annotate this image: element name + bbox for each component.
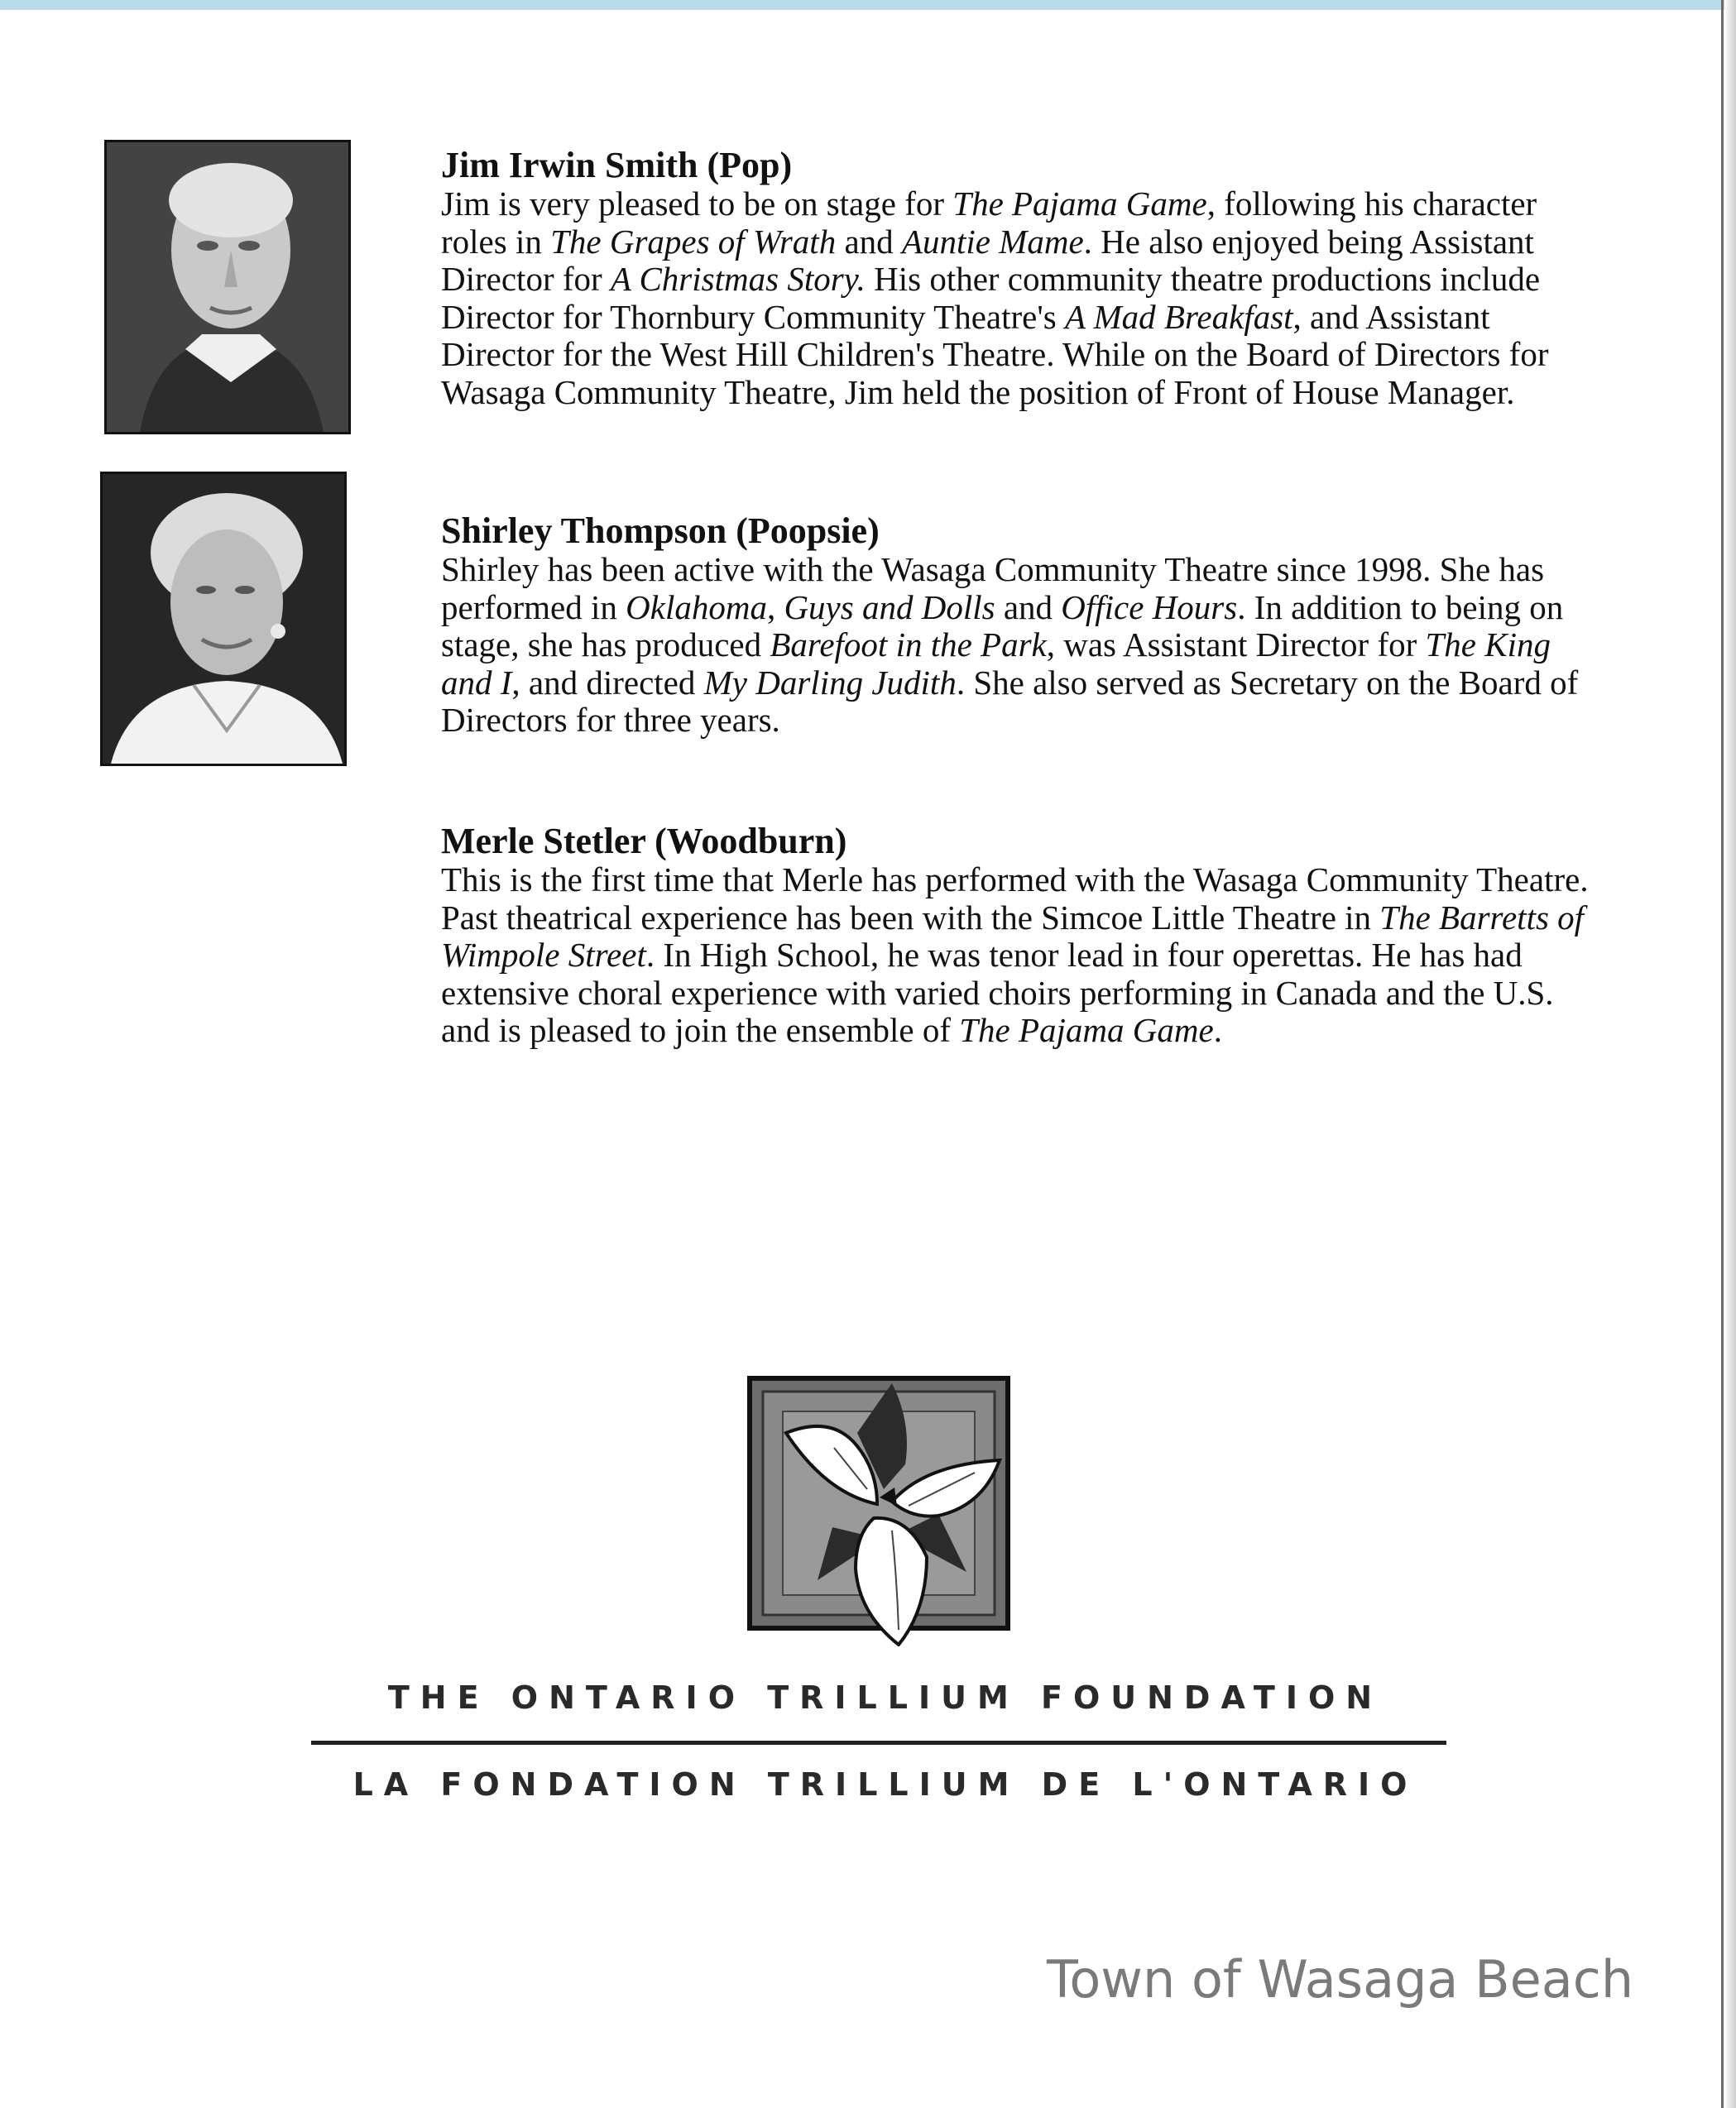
foundation-divider <box>311 1741 1446 1745</box>
foundation-name-french: LA FONDATION TRILLIUM DE L'ONTARIO <box>352 1766 1418 1803</box>
photo-shirley-thompson <box>100 472 347 766</box>
bio-block <box>441 146 1599 411</box>
bio-name: Shirley Thompson (Poopsie) <box>441 510 880 551</box>
text-run: , <box>766 587 784 626</box>
page-edge-line <box>1721 0 1724 2108</box>
bio-name: Jim Irwin Smith (Pop) <box>441 145 793 185</box>
title-italic: A Christmas Story. <box>610 260 866 298</box>
text-run: , following his character roles in <box>441 184 1537 261</box>
foundation-name-english: THE ONTARIO TRILLIUM FOUNDATION <box>387 1679 1384 1716</box>
title-italic: The Pajama Game <box>959 1011 1214 1049</box>
title-italic: Office Hours <box>1061 587 1238 626</box>
title-italic: A Mad Breakfast <box>1064 297 1293 336</box>
title-italic: The Grapes of Wrath <box>550 222 837 261</box>
title-italic: The Barretts of Wimpole Street <box>441 898 1585 974</box>
page-right-edge <box>1724 0 1736 2108</box>
bio-name: Merle Stetler (Woodburn) <box>441 821 847 861</box>
bio-text <box>441 861 1599 1050</box>
text-run: , and directed <box>511 663 704 702</box>
text-run: This is the first time that Merle has performed with the Wasaga Community Theatre. Past theatrical experience has been with the Simcoe Little Theatre in <box>441 860 1589 937</box>
text-run: . In High School, he was tenor lead in four operettas. He has had extensive choral experience with varied choirs performing in Canada and the U.S. and is pleased to join the ensemble of <box>441 936 1554 1049</box>
bio-block <box>441 822 1599 1050</box>
title-italic: Guys and Dolls <box>784 587 995 626</box>
text-run: . She also served as Secretary on the Board of Directors for three years. <box>441 663 1579 739</box>
title-italic: Auntie Mame <box>901 222 1084 261</box>
text-run: Jim is very pleased to be on stage for <box>441 184 953 223</box>
text-run: . <box>1213 1011 1222 1049</box>
bio-text <box>441 551 1599 740</box>
text-run: , was Assistant Director for <box>1046 625 1426 664</box>
text-run: Shirley has been active with the Wasaga Community Theatre since 1998. She has performed in <box>441 550 1545 626</box>
scan-top-strip <box>0 0 1736 10</box>
title-italic: Oklahoma <box>626 587 767 626</box>
text-run: . In addition to being on stage, she has produced <box>441 587 1564 664</box>
text-run: His other community theatre productions include Director for Thornbury Community Theatre's <box>441 260 1541 336</box>
bio-text <box>441 185 1599 411</box>
text-run: , and Assistant Director for the West Hill Children's Theatre. While on the Board of Directors for Wasaga Community Theatre, Jim held the position of Front of House Manager. <box>441 297 1549 411</box>
text-run: and <box>995 587 1062 626</box>
bio-block <box>441 511 1599 740</box>
trillium-logo-icon <box>735 1365 1033 1646</box>
text-run: . He also enjoyed being Assistant Director for <box>441 222 1534 298</box>
title-italic: Barefoot in the Park <box>770 625 1047 664</box>
title-italic: The King and I <box>441 625 1551 702</box>
photo-jim-irwin-smith <box>104 140 351 434</box>
text-run: and <box>836 222 902 261</box>
title-italic: My Darling Judith <box>703 663 957 702</box>
title-italic: The Pajama Game <box>952 184 1207 223</box>
watermark: Town of Wasaga Beach <box>1047 1949 1634 2010</box>
